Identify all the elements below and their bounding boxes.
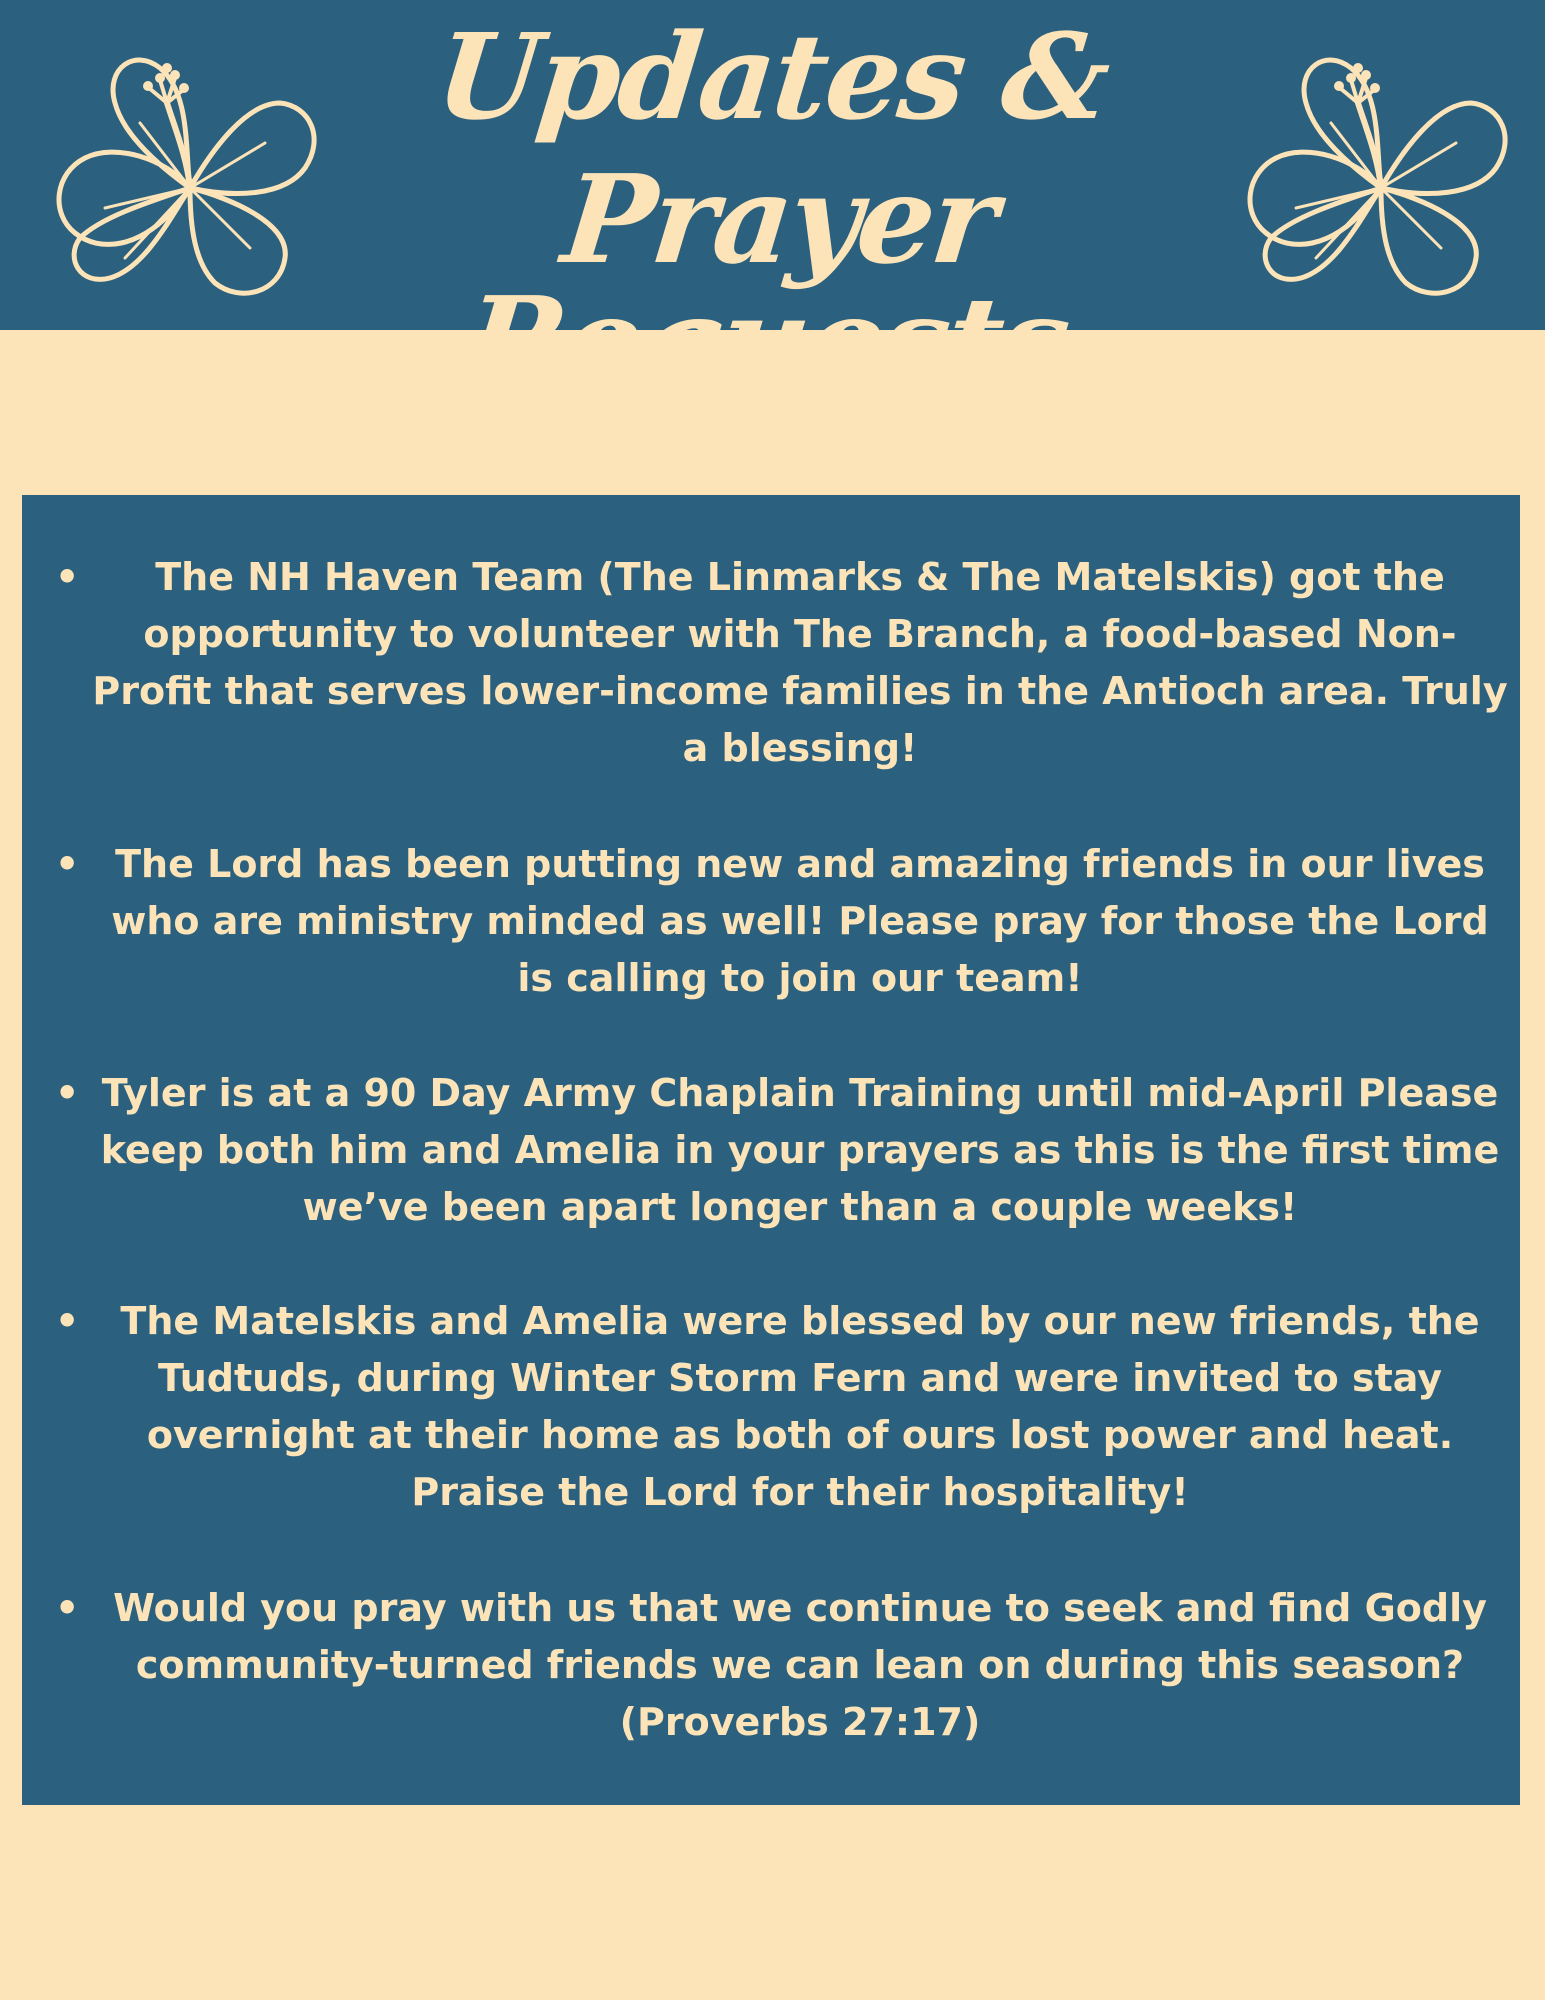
- item-text: Tyler is at a 90 Day Army Chaplain Training until mid-April Please keep both him and Amelia in your prayers as this is the first time we’ve been apart longer than a couple weeks!: [100, 1071, 1500, 1229]
- list-item: [22, 836, 1520, 1007]
- item-text: Would you pray with us that we continue to seek and find Godly community-turned friends we can lean on during this season? (Proverbs 27:17): [113, 1586, 1487, 1744]
- bullet-marker: •: [55, 1071, 80, 1115]
- hibiscus-flower-icon: [1236, 48, 1526, 308]
- bullet-marker: •: [55, 1299, 80, 1343]
- title-line-prayer-requests: Prayer Requests: [458, 147, 1074, 413]
- list-item: [22, 1580, 1520, 1751]
- bullet-marker: •: [55, 1586, 80, 1630]
- item-text: The NH Haven Team (The Linmarks & The Matelskis) got the opportunity to volunteer with The Branch, a food-based Non-Profit that serves lower-income families in the Antioch area. Truly a blessing!: [92, 555, 1508, 770]
- item-text: The Lord has been putting new and amazing friends in our lives who are ministry minded as well! Please pray for those the Lord is calling to join our team!: [111, 842, 1489, 1000]
- bullet-marker: •: [55, 555, 80, 599]
- list-item: [22, 1293, 1520, 1521]
- updates-panel: [22, 495, 1520, 1805]
- title-line-updates: Updates &: [430, 7, 1115, 146]
- bullet-marker: •: [55, 842, 80, 886]
- list-item: [22, 549, 1520, 777]
- page-title: [330, 7, 1215, 413]
- hibiscus-flower-icon: [45, 48, 335, 308]
- item-text: The Matelskis and Amelia were blessed by our new friends, the Tudtuds, during Winter Storm Fern and were invited to stay overnight at their home as both of ours lost power and heat. Praise the Lord for their hospitality!: [120, 1299, 1480, 1514]
- list-item: [22, 1065, 1520, 1236]
- header-banner: [0, 0, 1545, 413]
